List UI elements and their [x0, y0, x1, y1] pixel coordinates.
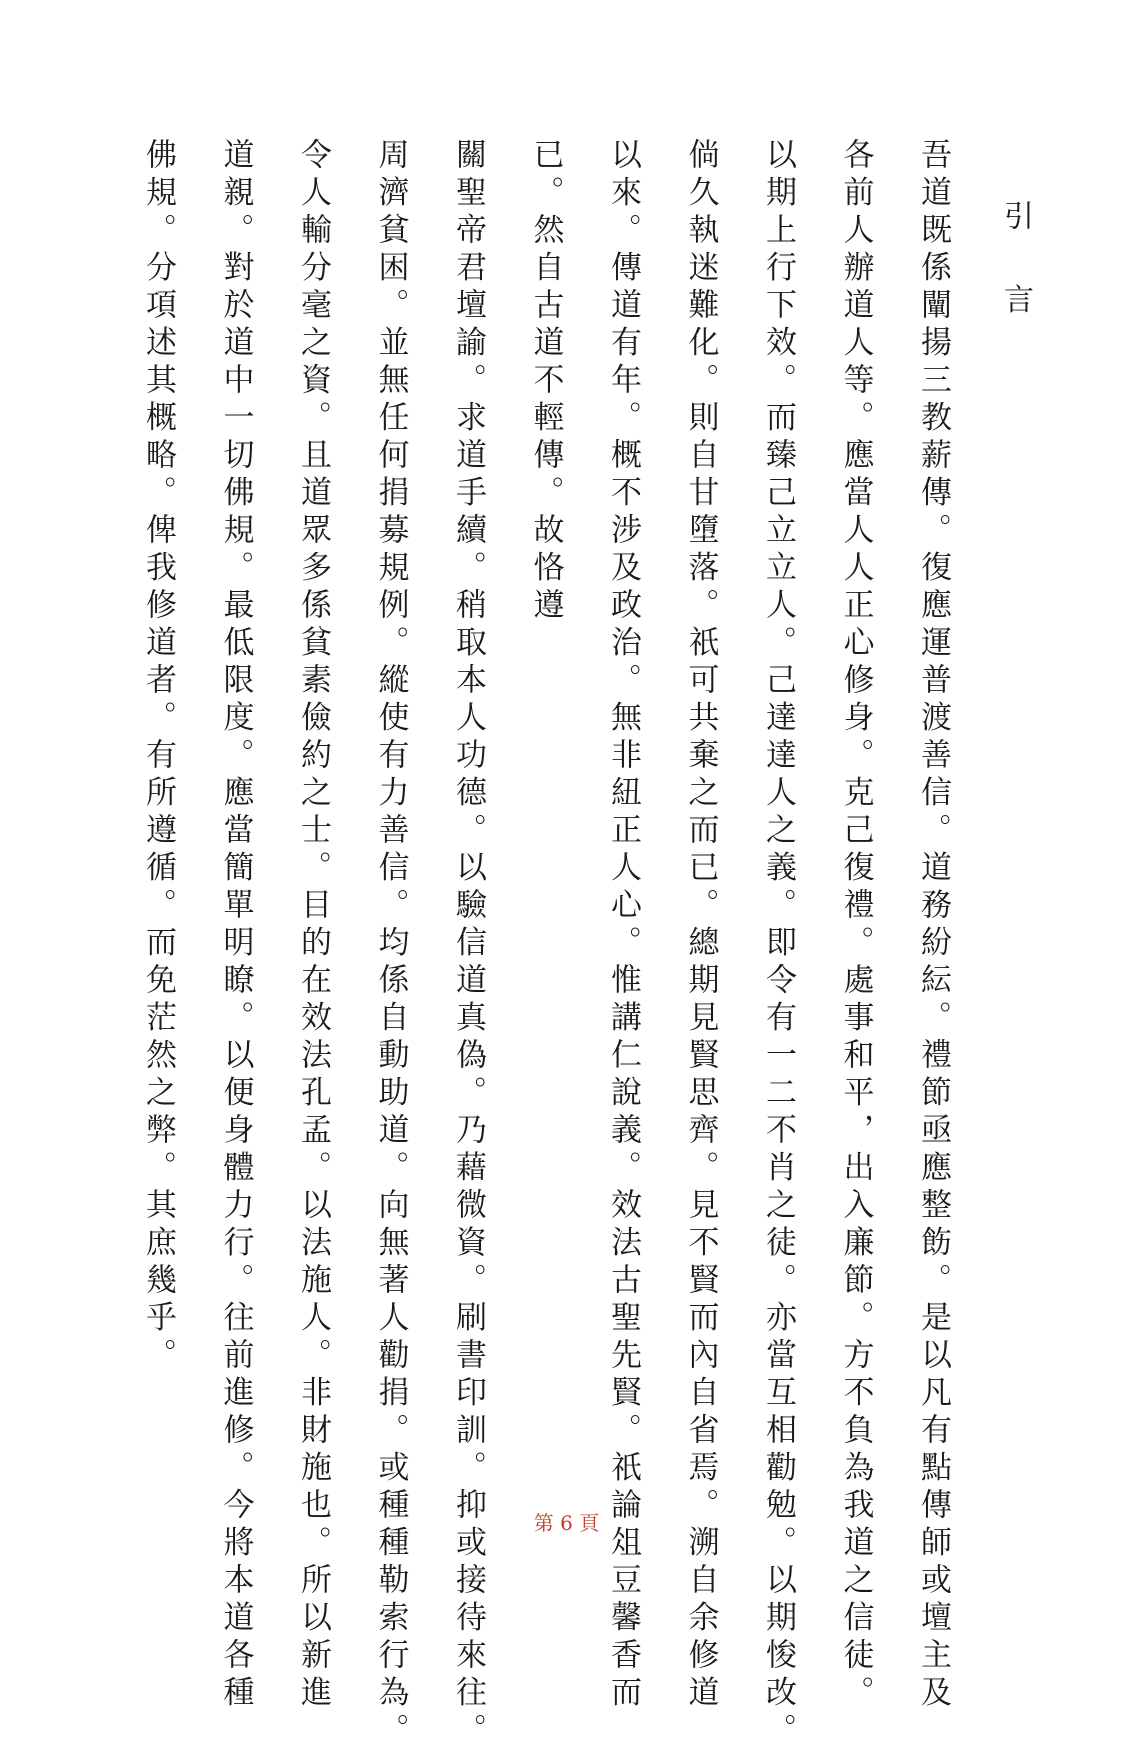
- text-column-2: 各前人辦道人等。應當人人正心修身。克己復禮。處事和平，出入廉節。方不負為我道之信徒。: [837, 138, 874, 1713]
- text-column-7: 關聖帝君壇諭。求道手續。稍取本人功德。以驗信道真偽。乃藉微資。刷書印訓。抑或接待來往。: [450, 138, 486, 1751]
- text-column-6: 已。然自古道不輕傳。故恪遵: [527, 138, 564, 626]
- text-column-10: 道親。對於道中一切佛規。最低限度。應當簡單明瞭。以便身體力行。往前進修。今將本道各種: [217, 138, 254, 1713]
- text-column-4: 倘久執迷難化。則自甘墮落。祇可共棄之而已。總期見賢思齊。見不賢而內自省焉。溯自余修道: [682, 138, 719, 1713]
- text-column-1: 吾道既係闡揚三教薪傳。復應運普渡善信。道務紛紜。禮節亟應整飭。是以凡有點傳師或壇主及: [915, 138, 951, 1713]
- page-number: 第 6 頁: [533, 1511, 600, 1535]
- page-title: 引 言: [998, 200, 1033, 336]
- text-column-3: 以期上行下效。而臻己立立人。己達達人之義。即令有一二不肖之徒。亦當互相勸勉。以期悛改。: [760, 138, 796, 1751]
- text-column-8: 周濟貧困。並無任何捐募規例。縱使有力善信。均係自動助道。向無著人勸捐。或種種勒索行為。: [372, 138, 409, 1751]
- text-column-9: 令人輸分毫之資。且道眾多係貧素儉約之士。目的在效法孔孟。以法施人。非財施也。所以新進: [295, 138, 331, 1713]
- text-column-5: 以來。傳道有年。概不涉及政治。無非紐正人心。惟講仁說義。效法古聖先賢。祇論俎豆馨香而: [605, 138, 641, 1713]
- text-column-11: 佛規。分項述其概略。俾我修道者。有所遵循。而免茫然之弊。其庶幾乎。: [140, 138, 176, 1376]
